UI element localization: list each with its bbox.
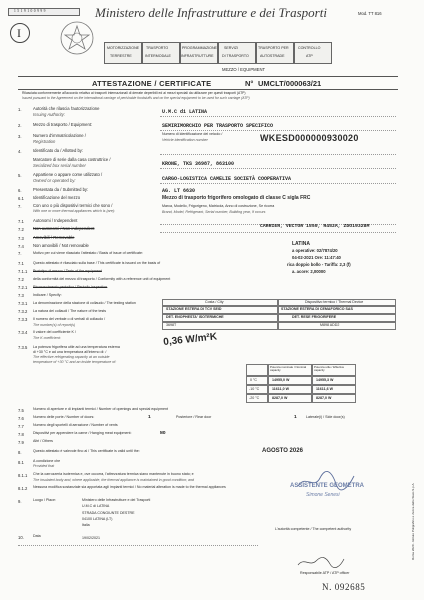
refrig-row-2-eff-text: 11611,6 W — [316, 387, 333, 391]
mode-sublabel-1: TERRESTRE — [110, 54, 132, 58]
mode-sublabel-5: AUTOSTRADE — [260, 54, 285, 58]
k-value: 0,36 W/m²K — [162, 331, 218, 348]
official-stamp-title: ASSISTENTE GEOMETRA — [290, 483, 365, 489]
refrig-header-nominal-text: Potenza nominale / Nominal capacity — [270, 365, 307, 373]
item-7-3-5: 7.3.5 — [18, 345, 28, 350]
refrig-row-1-eff-text: 14955,3 W — [316, 378, 334, 382]
mode-label-4: SERVIZI — [224, 46, 238, 50]
signature-icon — [296, 555, 346, 569]
item-7-2-1: 7.2.1 — [18, 285, 28, 290]
serial-number: N. 092685 — [322, 582, 366, 592]
side-operation: a operative: 02/7874/20 — [292, 248, 338, 253]
title-divider-bottom — [18, 89, 398, 90]
station-row-2-a: DET. ENOPHESTA' ISOTERMICHE — [166, 315, 224, 319]
note-7-1: Motivo per cui viene rilasciato l'attestato / Basis of issue of certificate: — [33, 251, 143, 255]
note-7-3-4-en: The K coefficient: — [33, 336, 61, 340]
certificate-title: ATTESTAZIONE / CERTIFICATE — [92, 79, 212, 88]
model-number: Mod. TT 816 — [358, 11, 382, 16]
item-7-3-2: 7.3.2 — [18, 309, 28, 314]
refrig-row-2-nom-text: 11611,0 W — [272, 387, 289, 391]
means-label: MEZZO / EQUIPMENT — [222, 67, 266, 72]
certificate-intro-it: Rilasciata conformemente all'accordo relativo ai trasporti internazionali di derrate deperibili ed ai mezzi speciali da utilizzare per questi trasporti (ATP) — [22, 91, 246, 95]
side-date: 04-02-2021 Ore: 11:47:40 — [292, 255, 341, 260]
station-row-2-b: DET. RESE FRIGORIFERE — [292, 315, 337, 319]
side-fee: rica doppio bollo - Tariffa: 2,3 (f) — [287, 262, 351, 267]
mode-sublabel-4: DI TRASPORTO — [222, 54, 249, 58]
note-7-3-5b: di +30 °C e ad una temperatura all'interno di: / — [33, 350, 107, 354]
mode-label-1: MOTORIZZAZIONE — [107, 46, 140, 50]
note-7-2-1: Riconoscimento periodico / Periodic inspection — [33, 285, 108, 289]
note-7-2: della conformità del mezzo di trasporto / Conformity with a reference unit of equipment — [33, 277, 171, 281]
note-7-3-1: La denominazione della stazione di collaudo / The testing station — [33, 301, 136, 305]
refrig-row-2-temp-text: -10 °C — [249, 387, 260, 391]
mode-sublabel-3: INFRASTRUTTURE — [181, 54, 214, 58]
mode-label-5: TRASPORTO PER — [258, 46, 289, 50]
mode-label-3: PROGRAMMAZIONE — [182, 46, 217, 50]
refrig-header-blank — [246, 364, 268, 376]
mode-sublabel-2: INTERMODALE — [145, 54, 171, 58]
title-divider-top — [18, 76, 398, 77]
note-7-1-1: Questo attestato è rilasciato sulla base / This certificate is issued on the basis of — [33, 261, 161, 265]
certificate-number: UMCLT/000063/21 — [258, 79, 322, 88]
ministry-title: Ministero delle Infrastrutture e dei Trasporti — [95, 5, 327, 20]
mode-label-6: CONTROLLO — [298, 46, 321, 50]
certificate-page: 1519100999 Ministero delle Infrastrutture e dei Trasporti Mod. TT 816 I MOTORIZZAZIONE TRASPORTO PROGRAMMAZIONE SERVIZI TRASPORTO PER CONTROLLO TERRESTRE INTERMODALE INFRASTRUTTURE DI TRASPORTO AUTOSTRADE ATP MEZZO / EQUIPMENT ATTESTAZIONE / CERTIFICATE N° UMCLT/000063/21 Rilasciata conformemente all'accordo relativo ai trasporti internazionali di derrate deperibili ed ai mezzi speciali da utilizzare per questi trasporti (ATP) Issued pursuant to the Agreement on the international carriage of perishable foodstuffs and on the special equipment to be used for such carriage (ATP) 1. Autorità che rilascia l'autorizzazione Issuing Authority: U.M.C di LATINA 2. Mezzo di trasporto / Equipment: SEMIRIMORCHIO PER TRASPORTO SPECIFICO 3. Numero d'immatricolazione / Registration Numero di identificazione del veicolo / Vehicle identification number WKESD000000930020 4. Identificato da / Allotted by: Marcatore di serie dalla casa costruttrice / Serialized box serial number KRONE, TKS 36987, 863100 5. Appartiene o appare come utilizzato / Owned or operated by: CARGO-LOGISTICA CAMELIE SOCIETÀ COOPERATIVA 6. Presentata da / Submitted by: AG. LT 6630 6.1 Identificazione del mezzo Mezzo di trasporto frigorifero omologato di classe C sigla FRC 7. Con uno o più dispositivi termici che sono / With one or more thermal appliances which is (are): Marca, Modello, Frigorigeno, Matricola, Anno di costruzione, Se ricorra Brand, Model, Refrigerant, Serial number, Building year, If occurs 7.1 Autonomi / Independent CARRIER, VECTOR 1550, R452A, ZDO19328M 7.2 Non autonomi / Non independent 7.3 Amovibili / Removable 7.4 Non amovibili / Not removable LATINA a operative: 02/7874/20 04-02-2021 Ore: 11:47:40 rica doppio bollo - Tariffa: 2,3 (f) a. acore: 2,00000 7. Motivo per cui viene rilasciato l'attestato / Basis of issue of certificate: 7.1 Questo attestato è rilasciato sulla base / This certificate is issued on the basis of 7.1.1 Prototipo di mezzo / Tests of the equipment 7.2 della conformità del mezzo di trasporto / Conformity with a reference unit of equipment 7.2.1 Riconoscimento periodico / Periodic inspection 7.3 Indicare / Specify: Costa / City Dispositivo termico / Thermal Device STAZIONE ESTERA DI TCV SEID STAZIONE ESTERA DI CEMAFORICO SAS DET. ENOPHESTA' ISOTERMICHE DET. RESE FRIGORIFERE 3698T M898 ADD2 7.3.1 La denominazione della stazione di collaudo / The testing station 7.3.2 La natura dei collaudi / The nature of the tests 7.3.3 Il numero del verbale o di verbali di collaudo / The number(s) of report(s) 7.3.4 Il valore del coefficiente K / The K coefficient: 0,36 W/m²K 7.3.5 La potenza frigorifera utile ad una temperatura esterna di +30 °C e ad una temperatura all'interno di: / The effective refrigerating capacity at an outside temperature of +30 °C and an inside temperature of: Potenza nominale / Nominal capacity Potenza utile / Effective capacity 0 °C 14955,0 W 14955,3 W -10 °C 11611,0 W 11611,6 W -20 °C 8287,0 W 8287,0 W 7.5 Numero di aperture e di impianti termici / Number of openings and special equipment 7.6 Numero delle porte / Number of doors: 1 Posteriore / Rear door 1 Laterale(i) / Side door(s) 7.7 Numero degli sportelli di aerazione / Number of vents 7.8 Dispositivi per appendere la carne / Hanging meat equipment: NO 7.9 Altri / Others 8. Questo attestato è valevole fino al / This certificate is valid until the: AGOSTO 2026 8.1 A condizione che Provided that 8.1.1 Che la carrozzeria isotermica e, ove occorra, l'attrezzatura termica siano mantenute in buono stato; e The insulated body and, where applicable, the thermal appliance is maintained in good condition; and 8.1.2 Nessuna modifica sostanziale sia apportata agli impianti termici / No material alteration is made to the thermal appliances 9. Luogo / Place: Ministero delle Infrastrutture e dei Trasporti U.M.C di LATINA STRADA CONGIUNTE DESTRE 04100 LATINA (LT) Italia 10. Data 19/02/2021 ASSISTENTE GEOMETRA Simone Senesi L'autorità competente / The competent authority Responsabile ATP / ATP officer N. 092685 Roma 2020 - Istituto Poligrafico e Zecca dello Stato S.p.A. — [0, 0, 424, 600]
refrig-row-3-eff-text: 8287,0 W — [316, 396, 332, 400]
note-7-3-3: Il numero del verbale o di verbali di collaudo / — [33, 317, 106, 321]
refrig-row-1-nom-text: 14955,0 W — [272, 378, 290, 382]
note-7-1-2: Prototipo di mezzo / Tests of the equipment — [33, 269, 102, 273]
station-header-city: Costa / City — [205, 300, 224, 304]
official-stamp-name: Simone Senesi — [306, 492, 340, 498]
side-city: LATINA — [292, 241, 310, 247]
item-7-2: 7.2 — [18, 277, 24, 282]
note-7-3: Indicare / Specify: — [33, 293, 62, 297]
item-7-1-1: 7.1 — [18, 261, 24, 266]
refrig-row-3-temp-text: -20 °C — [249, 396, 260, 400]
station-row-3-a: 3698T — [166, 323, 177, 327]
item-7-3: 7.3 — [18, 293, 24, 298]
printer-side-note: Roma 2020 - Istituto Poligrafico e Zecca dello Stato S.p.A. — [411, 482, 415, 560]
item-7-1-2: 7.1.1 — [18, 269, 28, 274]
serial-code: 1519100999 — [14, 9, 47, 13]
atp-officer: Responsabile ATP / ATP officer — [300, 571, 350, 575]
competent-authority: L'autorità competente / The competent authority — [275, 527, 352, 531]
station-row-3-left — [162, 322, 278, 330]
note-7-3-5d: temperature of +30 °C and an inside temperature of: — [33, 360, 117, 364]
side-total: a. acore: 2,00000 — [292, 269, 326, 274]
station-row-1-b: STAZIONE ESTERA DI CEMAFORICO SAS — [281, 307, 353, 311]
refrig-row-1-temp-text: 0 °C — [250, 378, 258, 382]
mode-label-2: TRASPORTO — [146, 46, 169, 50]
item-7-3-4: 7.3.4 — [18, 330, 28, 335]
republic-emblem-icon — [58, 19, 96, 57]
refrig-header-effective-text: Potenza utile / Effective capacity — [314, 365, 345, 373]
bottom-divider — [18, 545, 258, 546]
note-7-3-3-en: The number(s) of report(s) — [33, 323, 76, 327]
certificate-intro-en: Issued pursuant to the Agreement on the international carriage of perishable foodstuffs and on the special equipment to be used for such carriage (ATP) — [22, 96, 250, 100]
item-7-3-3: 7.3.3 — [18, 317, 28, 322]
station-row-1-a: STAZIONE ESTERA DI TCV SEID — [166, 307, 222, 311]
item-7-3-1: 7.3.1 — [18, 301, 28, 306]
certificate-number-label: N° — [245, 79, 254, 88]
roman-numeral: I — [17, 26, 21, 40]
item-7-1: 7. — [18, 251, 22, 256]
refrig-row-3-nom-text: 8287,0 W — [272, 396, 288, 400]
mode-sublabel-6: ATP — [306, 54, 313, 58]
note-7-3-4: Il valore del coefficiente K / — [33, 330, 76, 334]
note-7-3-2: La natura dei collaudi / The nature of the tests — [33, 309, 107, 313]
station-header-device: Dispositivo termico / Thermal Device — [305, 300, 364, 304]
note-7-3-5c: The effective refrigerating capacity at an outside — [33, 355, 110, 359]
station-row-3-b: M898 ADD2 — [320, 323, 340, 327]
note-7-3-5: La potenza frigorifera utile ad una temperatura esterna — [33, 345, 120, 349]
